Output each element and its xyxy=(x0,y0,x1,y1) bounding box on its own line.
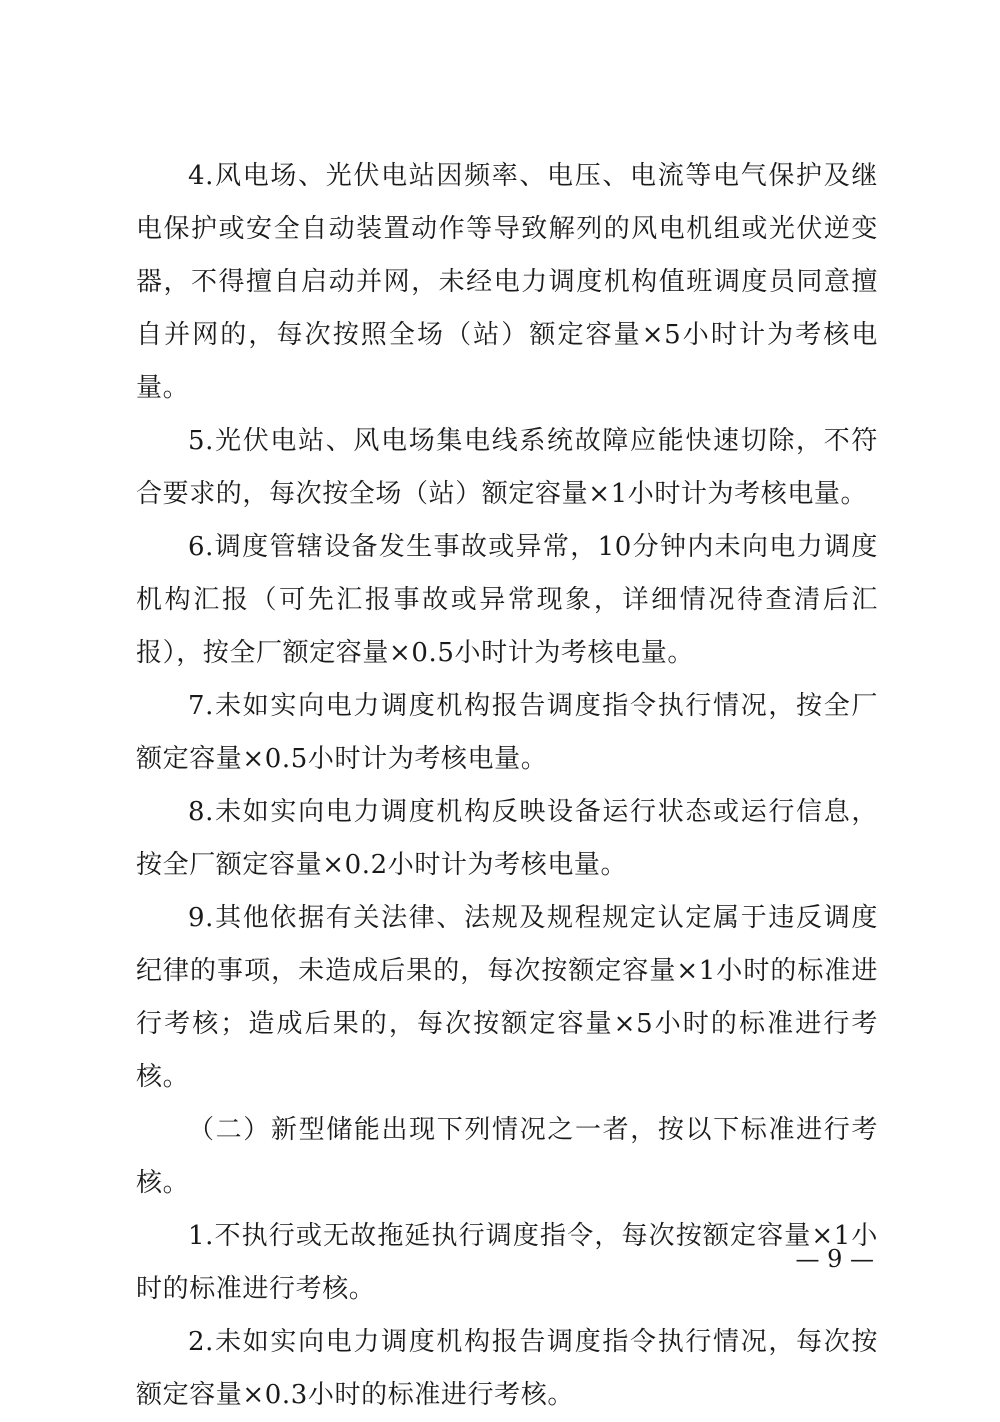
paragraph-item-9: 9.其他依据有关法律、法规及规程规定认定属于违反调度纪律的事项，未造成后果的，每次按额定容量×1小时的标准进行考核；造成后果的，每次按额定容量×5小时的标准进行考核。 xyxy=(136,903,878,1092)
page-number: — 9 — xyxy=(795,1245,874,1273)
document-body xyxy=(136,150,878,1422)
paragraph-item-5: 5.光伏电站、风电场集电线系统故障应能快速切除，不符合要求的，每次按全场（站）额定容量×1小时计为考核电量。 xyxy=(136,426,878,509)
paragraph-item-7: 7.未如实向电力调度机构报告调度指令执行情况，按全厂额定容量×0.5小时计为考核电量。 xyxy=(136,691,878,774)
paragraph-item-6: 6.调度管辖设备发生事故或异常，10分钟内未向电力调度机构汇报（可先汇报事故或异常现象，详细情况待查清后汇报），按全厂额定容量×0.5小时计为考核电量。 xyxy=(136,532,878,668)
paragraph-item-8: 8.未如实向电力调度机构反映设备运行状态或运行信息，按全厂额定容量×0.2小时计为考核电量。 xyxy=(136,797,878,880)
section-heading-energy-storage: （二）新型储能出现下列情况之一者，按以下标准进行考核。 xyxy=(136,1115,878,1198)
storage-item-2: 2.未如实向电力调度机构报告调度指令执行情况，每次按额定容量×0.3小时的标准进行考核。 xyxy=(136,1327,878,1410)
storage-item-1: 1.不执行或无故拖延执行调度指令，每次按额定容量×1小时的标准进行考核。 xyxy=(136,1221,878,1304)
paragraph-item-4: 4.风电场、光伏电站因频率、电压、电流等电气保护及继电保护或安全自动装置动作等导致解列的风电机组或光伏逆变器，不得擅自启动并网，未经电力调度机构值班调度员同意擅自并网的，每次按照全场（站）额定容量×5小时计为考核电量。 xyxy=(136,161,878,403)
